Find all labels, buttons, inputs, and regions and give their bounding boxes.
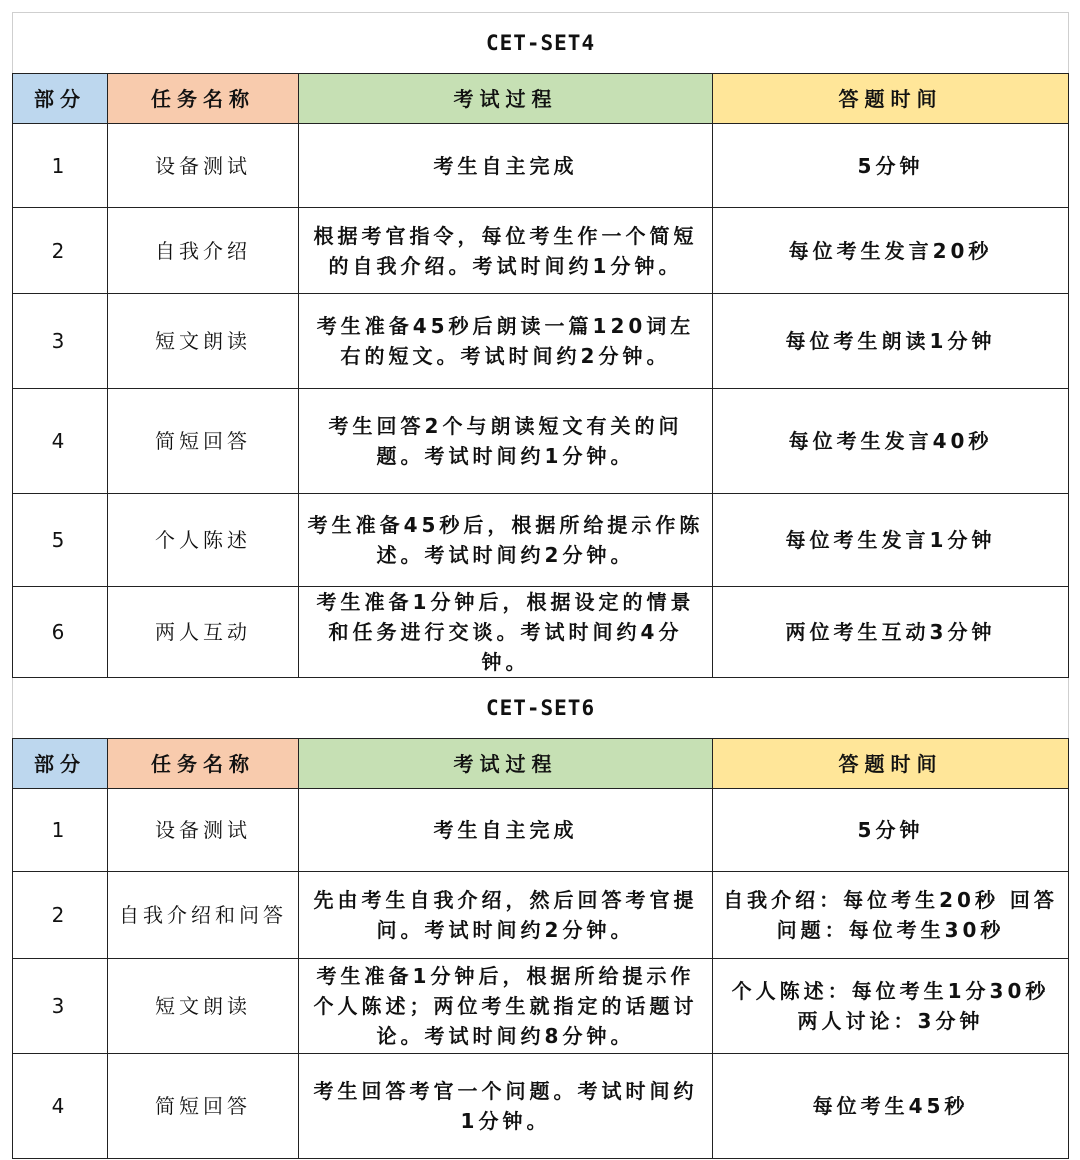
cell-process: 考生准备1分钟后，根据所给提示作个人陈述；两位考生就指定的话题讨论。考试时间约8分钟。 — [299, 959, 713, 1054]
cell-part: 4 — [13, 1054, 108, 1159]
cell-time: 5分钟 — [713, 124, 1069, 208]
cell-time: 每位考生45秒 — [713, 1054, 1069, 1159]
cell-task: 设备测试 — [108, 789, 299, 872]
cell-time: 两位考生互动3分钟 — [713, 587, 1069, 678]
cell-part: 2 — [13, 208, 108, 294]
cell-process: 考生自主完成 — [299, 789, 713, 872]
cell-part: 4 — [13, 389, 108, 494]
table-row — [13, 872, 1069, 959]
table-title-row — [13, 678, 1069, 739]
cell-time: 每位考生发言20秒 — [713, 208, 1069, 294]
cell-task: 简短回答 — [108, 389, 299, 494]
cell-time: 个人陈述：每位考生1分30秒 两人讨论：3分钟 — [713, 959, 1069, 1054]
table-row — [13, 124, 1069, 208]
cell-part: 1 — [13, 789, 108, 872]
cell-task: 两人互动 — [108, 587, 299, 678]
cell-task: 短文朗读 — [108, 959, 299, 1054]
cell-task: 自我介绍 — [108, 208, 299, 294]
header-task: 任务名称 — [108, 739, 299, 789]
cell-process: 考生自主完成 — [299, 124, 713, 208]
header-time: 答题时间 — [713, 739, 1069, 789]
cet4-header-row — [13, 74, 1069, 124]
table-title: CET-SET6 — [13, 678, 1069, 739]
cet6-header-row — [13, 739, 1069, 789]
cell-process: 考生准备1分钟后，根据设定的情景和任务进行交谈。考试时间约4分钟。 — [299, 587, 713, 678]
table-title: CET-SET4 — [13, 13, 1069, 74]
cell-process: 考生准备45秒后，根据所给提示作陈述。考试时间约2分钟。 — [299, 494, 713, 587]
cell-task: 自我介绍和问答 — [108, 872, 299, 959]
cell-part: 2 — [13, 872, 108, 959]
cell-part: 3 — [13, 294, 108, 389]
table-title-row — [13, 13, 1069, 74]
cell-time: 每位考生发言1分钟 — [713, 494, 1069, 587]
table-row — [13, 389, 1069, 494]
cell-time: 5分钟 — [713, 789, 1069, 872]
header-time: 答题时间 — [713, 74, 1069, 124]
cell-task: 简短回答 — [108, 1054, 299, 1159]
cell-part: 5 — [13, 494, 108, 587]
cell-task: 个人陈述 — [108, 494, 299, 587]
table-row — [13, 494, 1069, 587]
cell-task: 短文朗读 — [108, 294, 299, 389]
header-part: 部分 — [13, 74, 108, 124]
table-row — [13, 959, 1069, 1054]
cell-part: 6 — [13, 587, 108, 678]
cell-time: 每位考生发言40秒 — [713, 389, 1069, 494]
header-part: 部分 — [13, 739, 108, 789]
exam-table — [12, 12, 1069, 1159]
header-process: 考试过程 — [299, 74, 713, 124]
cell-time: 自我介绍：每位考生20秒 回答问题：每位考生30秒 — [713, 872, 1069, 959]
table-row — [13, 208, 1069, 294]
table-row — [13, 587, 1069, 678]
header-task: 任务名称 — [108, 74, 299, 124]
exam-tables — [12, 12, 1068, 1159]
table-row — [13, 294, 1069, 389]
cell-time: 每位考生朗读1分钟 — [713, 294, 1069, 389]
cell-part: 1 — [13, 124, 108, 208]
table-row — [13, 789, 1069, 872]
cell-task: 设备测试 — [108, 124, 299, 208]
cell-process: 考生回答2个与朗读短文有关的问题。考试时间约1分钟。 — [299, 389, 713, 494]
cell-process: 根据考官指令，每位考生作一个简短的自我介绍。考试时间约1分钟。 — [299, 208, 713, 294]
cell-part: 3 — [13, 959, 108, 1054]
cell-process: 考生准备45秒后朗读一篇120词左右的短文。考试时间约2分钟。 — [299, 294, 713, 389]
cell-process: 考生回答考官一个问题。考试时间约1分钟。 — [299, 1054, 713, 1159]
table-row — [13, 1054, 1069, 1159]
cell-process: 先由考生自我介绍，然后回答考官提问。考试时间约2分钟。 — [299, 872, 713, 959]
header-process: 考试过程 — [299, 739, 713, 789]
